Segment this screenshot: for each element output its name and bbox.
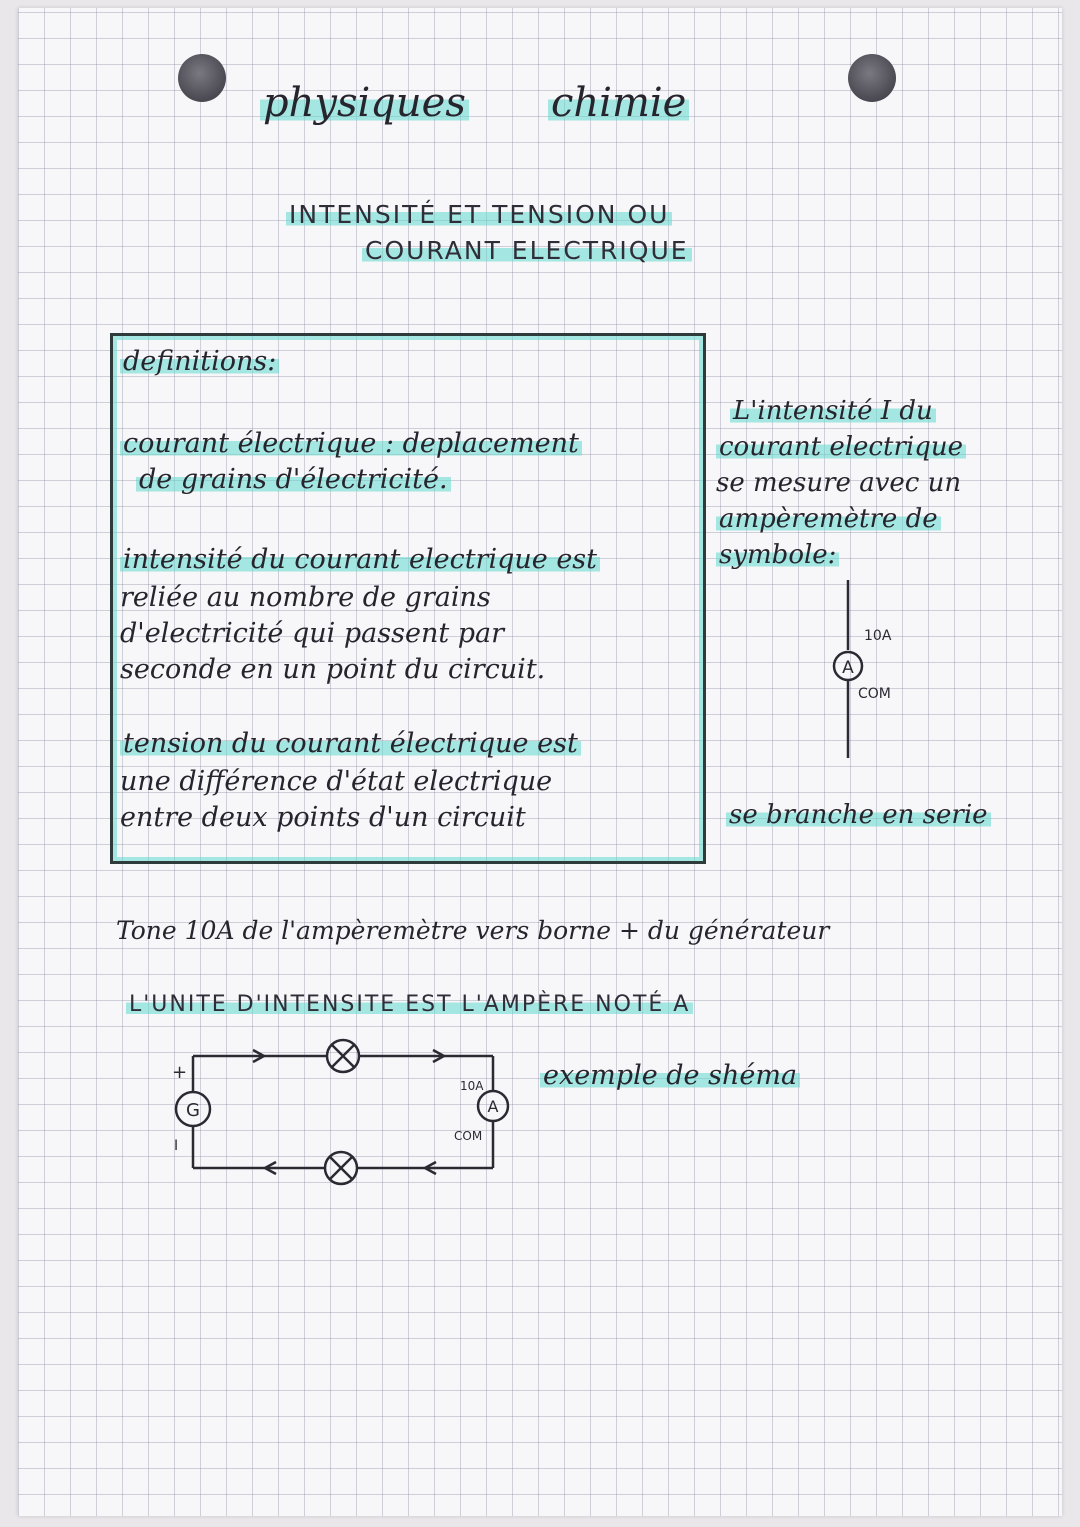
circuit-ammeter-bottom: COM xyxy=(454,1129,483,1143)
circuit-ammeter-top: 10A xyxy=(460,1079,484,1093)
lamp-top xyxy=(327,1040,359,1072)
definition-intensite-line3: d'electricité qui passent par xyxy=(120,618,505,649)
definitions-heading: definitions: xyxy=(120,346,279,377)
page-title-line2: COURANT ELECTRIQUE xyxy=(362,236,692,265)
connection-note: se branche en serie xyxy=(726,800,991,830)
side-note-line2: courant electrique xyxy=(716,432,966,462)
binder-hole-left xyxy=(178,54,226,102)
ammeter-terminal-top: 10A xyxy=(864,628,892,644)
lamp-bottom xyxy=(325,1152,357,1184)
circuit-caption: exemple de shéma xyxy=(540,1060,800,1091)
ammeter-letter: A xyxy=(842,658,854,678)
ammeter-terminal-bottom: COM xyxy=(858,686,891,702)
notebook-page xyxy=(18,8,1062,1516)
generator-minus: I xyxy=(174,1138,179,1154)
ammeter-rule: Tone 10A de l'ampèremètre vers borne + du générateur xyxy=(116,916,830,945)
definition-tension-line1: tension du courant électrique est xyxy=(120,728,581,759)
subject-physics: physiques xyxy=(260,80,469,126)
subject-chemistry: chimie xyxy=(548,80,689,126)
definition-tension-line2: une différence d'état electrique xyxy=(120,766,553,797)
definition-intensite-line4: seconde en un point du circuit. xyxy=(120,654,546,685)
definition-intensite-line1: intensité du courant electrique est xyxy=(120,544,600,575)
circuit-diagram xyxy=(158,1028,518,1198)
definition-tension-line3: entre deux points d'un circuit xyxy=(120,802,526,833)
definition-courant-line1: courant électrique : deplacement xyxy=(120,428,582,459)
side-note-line1: L'intensité I du xyxy=(730,396,936,426)
binder-hole-right xyxy=(848,54,896,102)
definition-courant-line2: de grains d'électricité. xyxy=(136,464,451,495)
unit-statement: L'UNITE D'INTENSITE EST L'AMPÈRE NOTÉ A xyxy=(126,992,693,1017)
generator-letter: G xyxy=(186,1100,200,1121)
side-note-line5: symbole: xyxy=(716,540,839,570)
side-note-line4: ampèremètre de xyxy=(716,504,941,534)
page-title-line1: INTENSITÉ ET TENSION OU xyxy=(286,200,672,229)
definition-intensite-line2: reliée au nombre de grains xyxy=(120,582,491,613)
side-note-line3: se mesure avec un xyxy=(716,468,962,498)
circuit-ammeter-letter: A xyxy=(487,1097,499,1116)
ammeter-symbol xyxy=(818,580,928,760)
generator-plus: + xyxy=(172,1062,188,1083)
